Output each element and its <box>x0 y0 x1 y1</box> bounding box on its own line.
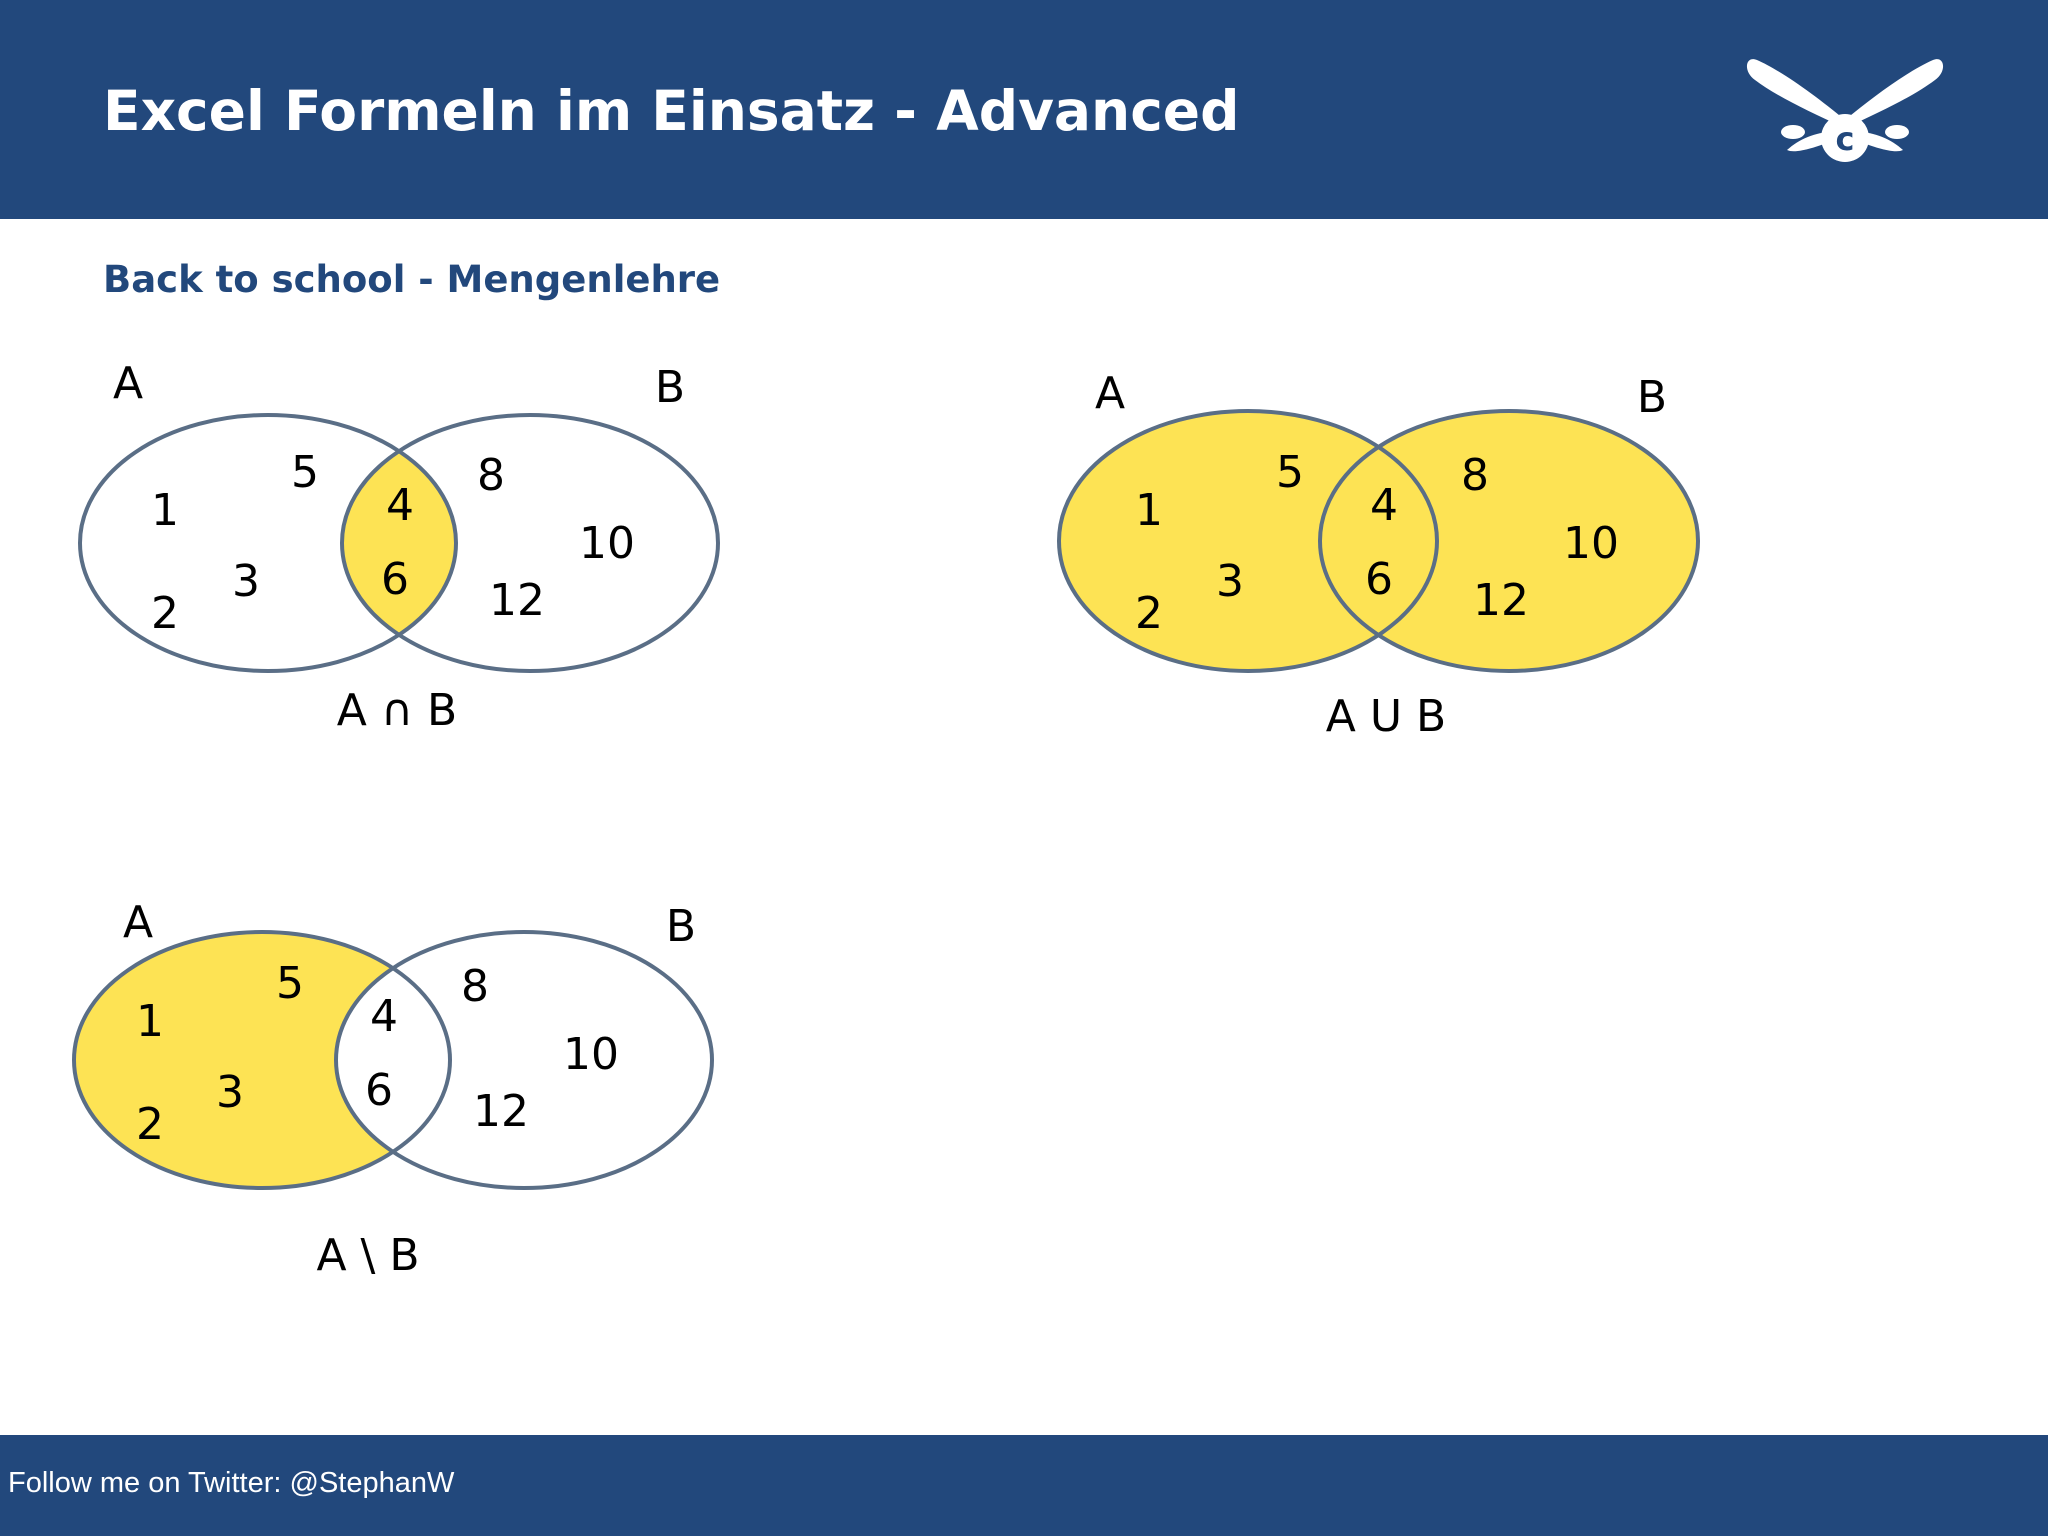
element-3: 3 <box>232 556 260 607</box>
logo-glyph: c <box>1835 120 1855 158</box>
diagram-caption: A ∩ B <box>336 685 458 736</box>
set-a-label: A <box>112 358 144 409</box>
element-4: 4 <box>386 480 414 531</box>
element-6: 6 <box>365 1065 393 1116</box>
element-5: 5 <box>276 958 304 1009</box>
element-8: 8 <box>1461 450 1489 501</box>
element-1: 1 <box>136 996 164 1047</box>
element-12: 12 <box>473 1086 529 1137</box>
element-4: 4 <box>370 991 398 1042</box>
venn-diagram-union <box>1059 368 1698 742</box>
element-5: 5 <box>1276 447 1304 498</box>
element-6: 6 <box>381 554 409 605</box>
element-12: 12 <box>1473 575 1529 626</box>
element-1: 1 <box>151 485 179 536</box>
page-title: Excel Formeln im Einsatz - Advanced <box>103 79 1240 143</box>
element-10: 10 <box>579 518 635 569</box>
element-3: 3 <box>216 1067 244 1118</box>
element-1: 1 <box>1135 485 1163 536</box>
element-8: 8 <box>477 450 505 501</box>
element-10: 10 <box>1563 518 1619 569</box>
set-b-label: B <box>1636 372 1668 423</box>
element-6: 6 <box>1365 554 1393 605</box>
set-b-circle <box>336 932 712 1188</box>
element-5: 5 <box>291 447 319 498</box>
element-2: 2 <box>151 588 179 639</box>
set-a-label: A <box>122 897 154 948</box>
set-a-label: A <box>1094 368 1126 419</box>
diagram-caption: A U B <box>1325 691 1447 742</box>
element-10: 10 <box>563 1029 619 1080</box>
venn-diagram-intersection <box>80 358 718 736</box>
diagram-caption: A \ B <box>316 1230 420 1281</box>
element-12: 12 <box>489 575 545 626</box>
element-2: 2 <box>136 1099 164 1150</box>
footer-bar <box>0 1435 2048 1536</box>
element-2: 2 <box>1135 588 1163 639</box>
element-4: 4 <box>1370 480 1398 531</box>
footer-twitter-text: Follow me on Twitter: @StephanW <box>8 1467 455 1499</box>
set-b-label: B <box>665 901 697 952</box>
element-3: 3 <box>1216 556 1244 607</box>
section-subtitle: Back to school - Mengenlehre <box>103 258 721 301</box>
venn-diagram-difference <box>74 897 712 1281</box>
set-b-label: B <box>654 362 686 413</box>
element-8: 8 <box>461 961 489 1012</box>
